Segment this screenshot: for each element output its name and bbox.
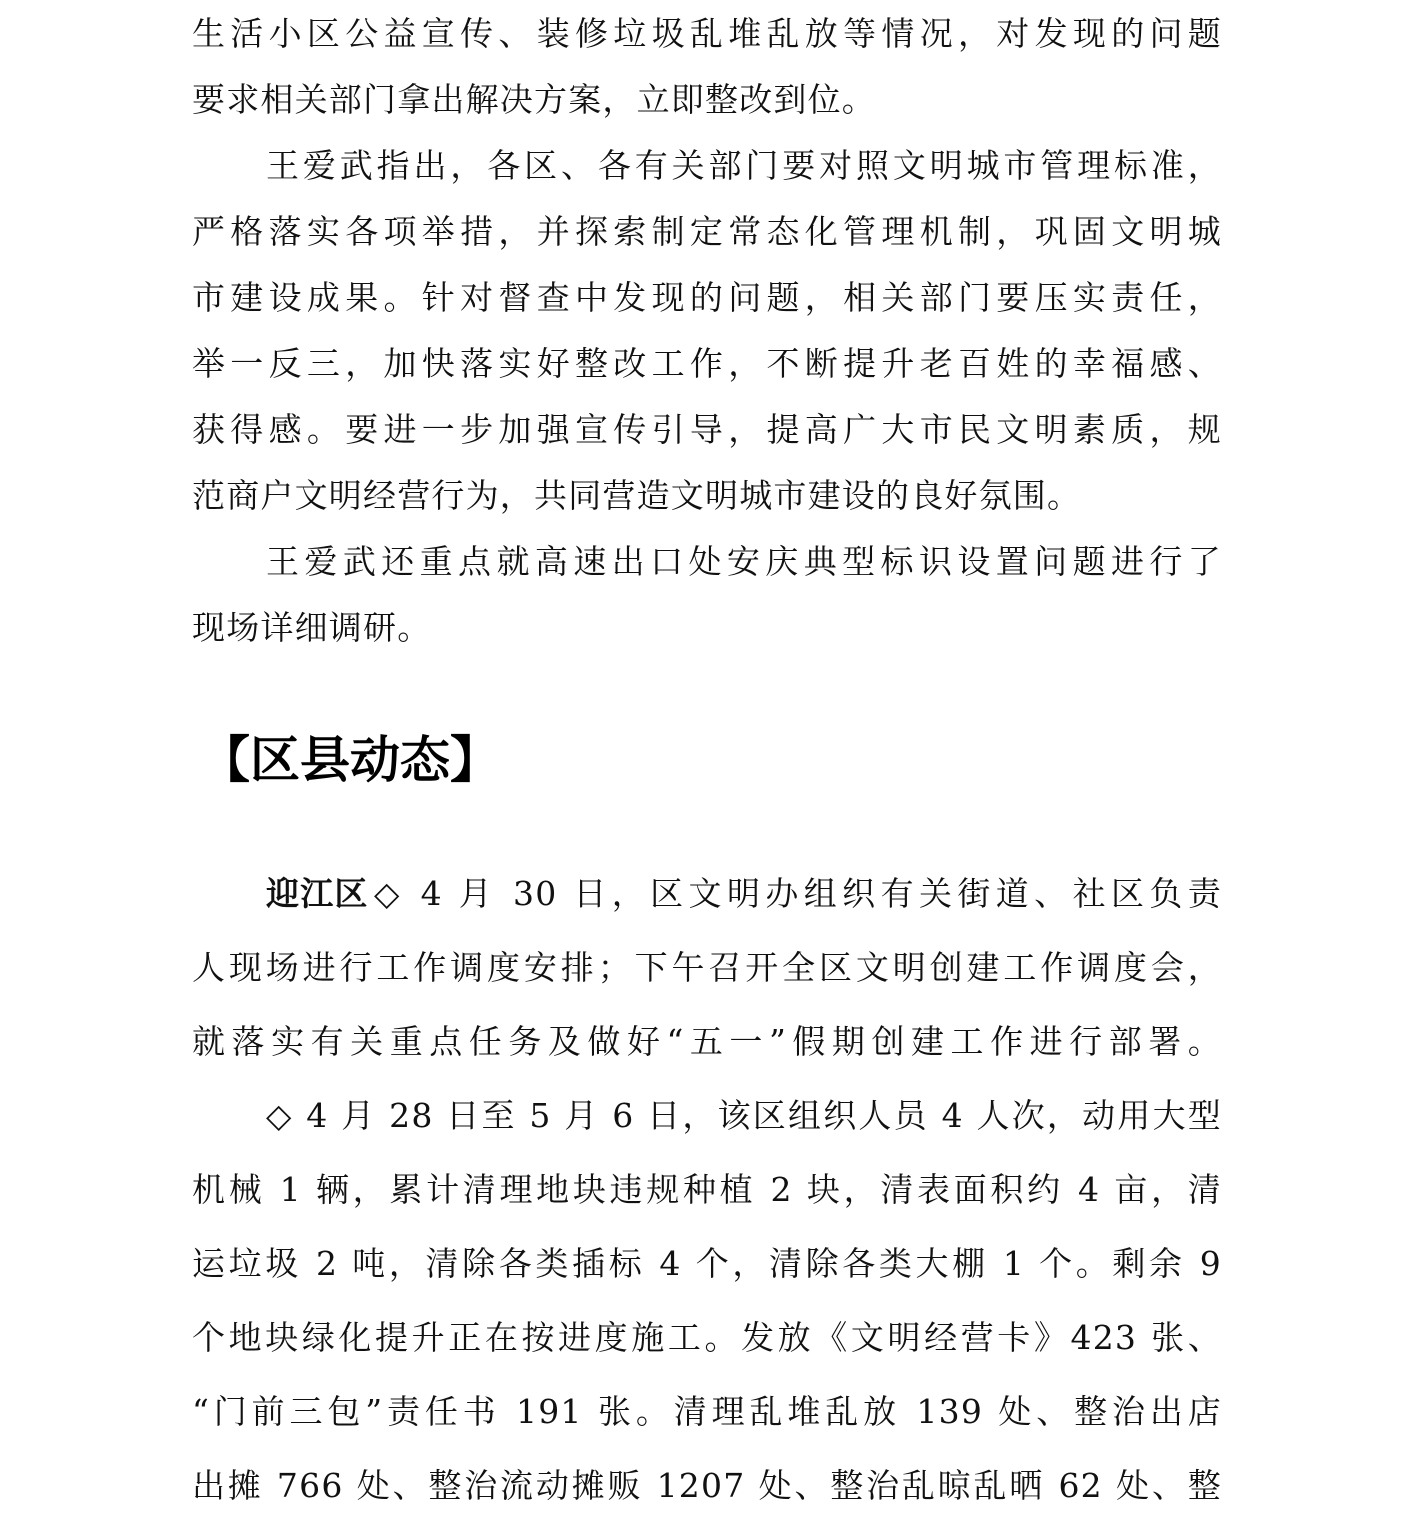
item1-line-2: 人现场进行工作调度安排；下午召开全区文明创建工作调度会， xyxy=(192,948,1222,987)
item2-line-2: 机械 1 辆，累计清理地块违规种植 2 块，清表面积约 4 亩，清 xyxy=(192,1170,1222,1209)
para3-line-1: 王爱武还重点就高速出口处安庆典型标识设置问题进行了 xyxy=(266,542,1222,581)
item1-line-3: 就落实有关重点任务及做好“五一”假期创建工作进行部署。 xyxy=(192,1022,1222,1061)
item2-line-6: 出摊 766 处、整治流动摊贩 1207 处、整治乱晾乱晒 62 处、整 xyxy=(192,1466,1222,1505)
item2-line-5: “门前三包”责任书 191 张。清理乱堆乱放 139 处、整治出店 xyxy=(192,1392,1222,1431)
para2-line-4: 举一反三，加快落实好整改工作，不断提升老百姓的幸福感、 xyxy=(192,344,1222,383)
item2-line-1: ◇ 4 月 28 日至 5 月 6 日，该区组织人员 4 人次，动用大型 xyxy=(266,1096,1222,1135)
para1-line-2: 要求相关部门拿出解决方案，立即整改到位。 xyxy=(192,80,876,119)
item2-line-3: 运垃圾 2 吨，清除各类插标 4 个，清除各类大棚 1 个。剩余 9 xyxy=(192,1244,1222,1283)
para2-line-3: 市建设成果。针对督查中发现的问题，相关部门要压实责任， xyxy=(192,278,1222,317)
item1-first-text: ◇ 4 月 30 日，区文明办组织有关街道、社区负责 xyxy=(374,874,1222,913)
para2-line-5: 获得感。要进一步加强宣传引导，提高广大市民文明素质，规 xyxy=(192,410,1222,449)
para1-line-1: 生活小区公益宣传、装修垃圾乱堆乱放等情况，对发现的问题 xyxy=(192,14,1222,53)
para2-line-2: 严格落实各项举措，并探索制定常态化管理机制，巩固文明城 xyxy=(192,212,1222,251)
section-heading: 【区县动态】 xyxy=(200,731,500,789)
para2-line-1: 王爱武指出，各区、各有关部门要对照文明城市管理标准， xyxy=(266,146,1222,185)
item2-line-4: 个地块绿化提升正在按进度施工。发放《文明经营卡》423 张、 xyxy=(192,1318,1222,1357)
yingjiang-first-line xyxy=(266,874,1222,914)
district-name: 迎江区 xyxy=(266,874,369,913)
para3-line-2: 现场详细调研。 xyxy=(192,608,432,647)
para2-line-6: 范商户文明经营行为，共同营造文明城市建设的良好氛围。 xyxy=(192,476,1082,515)
